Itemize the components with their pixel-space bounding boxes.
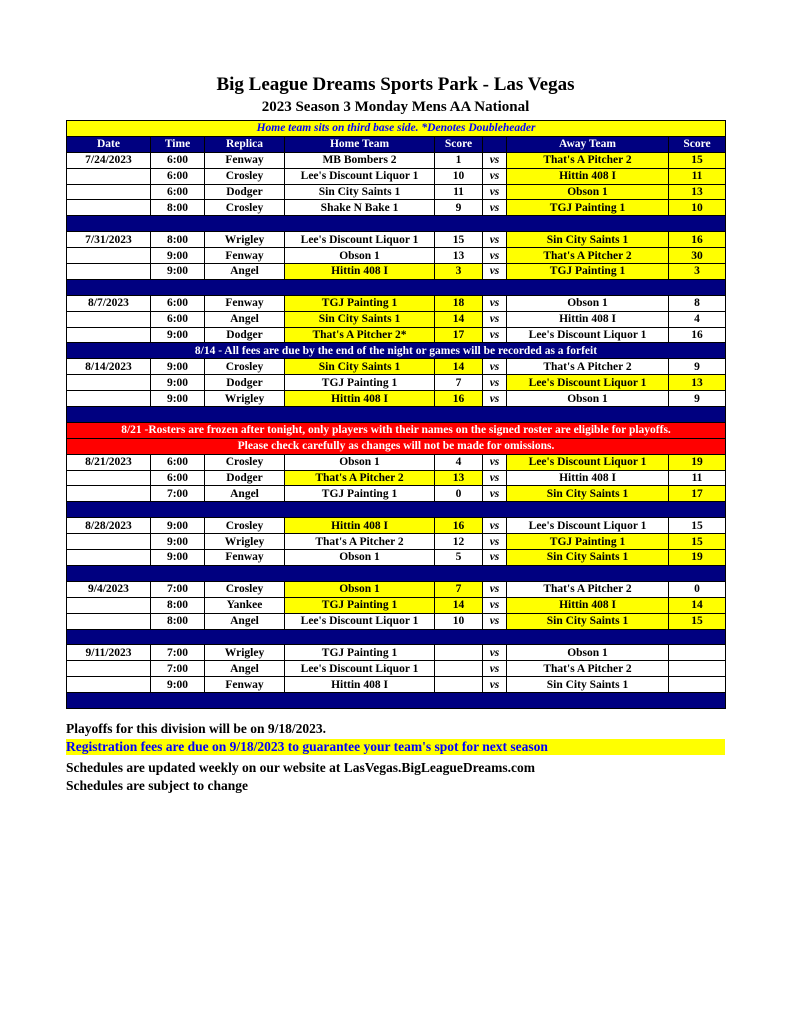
game-field: Angel — [205, 613, 285, 629]
vs-label: vs — [483, 264, 507, 280]
home-score: 4 — [435, 454, 483, 470]
away-score: 8 — [669, 295, 726, 311]
game-date — [67, 550, 151, 566]
game-field: Crosley — [205, 518, 285, 534]
page-subtitle: 2023 Season 3 Monday Mens AA National — [261, 99, 530, 115]
away-score: 3 — [669, 264, 726, 280]
game-time: 8:00 — [151, 200, 205, 216]
game-row — [67, 248, 726, 264]
away-score: 15 — [669, 613, 726, 629]
game-field: Wrigley — [205, 232, 285, 248]
game-row — [67, 391, 726, 407]
spacer-cell — [67, 565, 726, 581]
vs-label: vs — [483, 168, 507, 184]
game-field: Dodger — [205, 375, 285, 391]
col-home-score: Score — [435, 136, 483, 152]
away-score — [669, 677, 726, 693]
vs-label: vs — [483, 661, 507, 677]
home-score: 15 — [435, 232, 483, 248]
game-time: 9:00 — [151, 327, 205, 343]
game-row — [67, 184, 726, 200]
away-team: Obson 1 — [507, 645, 669, 661]
game-row — [67, 168, 726, 184]
game-time: 6:00 — [151, 152, 205, 168]
away-score: 15 — [669, 152, 726, 168]
game-row — [67, 311, 726, 327]
spacer-cell — [67, 216, 726, 232]
home-score: 0 — [435, 486, 483, 502]
home-team: Lee's Discount Liquor 1 — [285, 661, 435, 677]
vs-label: vs — [483, 311, 507, 327]
away-team: That's A Pitcher 2 — [507, 661, 669, 677]
away-score: 16 — [669, 327, 726, 343]
home-team: Lee's Discount Liquor 1 — [285, 232, 435, 248]
game-date — [67, 327, 151, 343]
home-score: 7 — [435, 375, 483, 391]
away-team: That's A Pitcher 2 — [507, 248, 669, 264]
home-team: Hittin 408 I — [285, 264, 435, 280]
game-date — [67, 200, 151, 216]
game-row — [67, 613, 726, 629]
game-field: Fenway — [205, 152, 285, 168]
game-row — [67, 232, 726, 248]
announcement-text: 8/21 -Rosters are frozen after tonight, only players with their names on the signed roster are eligible for playoffs. — [67, 422, 726, 438]
away-score: 10 — [669, 200, 726, 216]
away-score: 30 — [669, 248, 726, 264]
game-date — [67, 534, 151, 550]
home-score: 5 — [435, 550, 483, 566]
home-score: 3 — [435, 264, 483, 280]
vs-label: vs — [483, 152, 507, 168]
home-score: 17 — [435, 327, 483, 343]
away-score: 16 — [669, 232, 726, 248]
game-row — [67, 327, 726, 343]
game-row — [67, 661, 726, 677]
home-score: 1 — [435, 152, 483, 168]
game-time: 8:00 — [151, 232, 205, 248]
game-date — [67, 184, 151, 200]
home-team: Sin City Saints 1 — [285, 311, 435, 327]
away-team: Sin City Saints 1 — [507, 486, 669, 502]
game-time: 6:00 — [151, 184, 205, 200]
note-row — [67, 121, 726, 137]
home-team: TGJ Painting 1 — [285, 295, 435, 311]
home-score: 12 — [435, 534, 483, 550]
schedule-table — [66, 120, 726, 709]
announcement-row — [67, 438, 726, 454]
home-score: 14 — [435, 359, 483, 375]
announcement-text: 8/14 - All fees are due by the end of the night or games will be recorded as a forfeit — [67, 343, 726, 359]
home-score: 13 — [435, 248, 483, 264]
game-date: 8/28/2023 — [67, 518, 151, 534]
game-time: 9:00 — [151, 550, 205, 566]
registration-note: Registration fees are due on 9/18/2023 to guarantee your team's spot for next season — [66, 739, 725, 755]
away-score: 15 — [669, 534, 726, 550]
game-row — [67, 486, 726, 502]
home-team: Obson 1 — [285, 454, 435, 470]
vs-label: vs — [483, 597, 507, 613]
game-field: Wrigley — [205, 645, 285, 661]
game-field: Fenway — [205, 677, 285, 693]
home-score: 16 — [435, 518, 483, 534]
game-time: 9:00 — [151, 375, 205, 391]
note-text: Home team sits on third base side. *Denotes Doubleheader — [67, 121, 726, 137]
game-row — [67, 152, 726, 168]
away-score: 14 — [669, 597, 726, 613]
game-date: 7/31/2023 — [67, 232, 151, 248]
home-team: Lee's Discount Liquor 1 — [285, 168, 435, 184]
away-score — [669, 645, 726, 661]
game-date: 9/11/2023 — [67, 645, 151, 661]
game-field: Crosley — [205, 359, 285, 375]
game-field: Fenway — [205, 550, 285, 566]
home-team: Sin City Saints 1 — [285, 184, 435, 200]
away-team: Hittin 408 I — [507, 168, 669, 184]
game-field: Crosley — [205, 581, 285, 597]
game-date — [67, 677, 151, 693]
home-team: TGJ Painting 1 — [285, 375, 435, 391]
game-time: 9:00 — [151, 264, 205, 280]
home-team: Hittin 408 I — [285, 677, 435, 693]
spacer-cell — [67, 407, 726, 423]
change-note: Schedules are subject to change — [66, 778, 248, 793]
vs-label: vs — [483, 613, 507, 629]
vs-label: vs — [483, 581, 507, 597]
game-field: Dodger — [205, 327, 285, 343]
away-team: Sin City Saints 1 — [507, 677, 669, 693]
game-field: Dodger — [205, 470, 285, 486]
game-time: 8:00 — [151, 613, 205, 629]
game-time: 9:00 — [151, 518, 205, 534]
playoffs-note: Playoffs for this division will be on 9/18/2023. — [66, 721, 327, 736]
game-date — [67, 597, 151, 613]
home-team: Obson 1 — [285, 550, 435, 566]
game-row — [67, 550, 726, 566]
vs-label: vs — [483, 645, 507, 661]
away-team: Lee's Discount Liquor 1 — [507, 327, 669, 343]
home-team: TGJ Painting 1 — [285, 597, 435, 613]
spacer-row — [67, 279, 726, 295]
away-team: Obson 1 — [507, 295, 669, 311]
col-date: Date — [67, 136, 151, 152]
vs-label: vs — [483, 327, 507, 343]
game-row — [67, 295, 726, 311]
home-score: 9 — [435, 200, 483, 216]
away-score: 9 — [669, 391, 726, 407]
game-row — [67, 375, 726, 391]
vs-label: vs — [483, 295, 507, 311]
vs-label: vs — [483, 375, 507, 391]
home-team: That's A Pitcher 2 — [285, 534, 435, 550]
vs-label: vs — [483, 550, 507, 566]
game-row — [67, 677, 726, 693]
game-date — [67, 311, 151, 327]
away-team: Sin City Saints 1 — [507, 232, 669, 248]
away-score: 11 — [669, 168, 726, 184]
home-team: Lee's Discount Liquor 1 — [285, 613, 435, 629]
home-team: Hittin 408 I — [285, 391, 435, 407]
away-team: Lee's Discount Liquor 1 — [507, 375, 669, 391]
home-team: MB Bombers 2 — [285, 152, 435, 168]
away-score: 4 — [669, 311, 726, 327]
away-team: Sin City Saints 1 — [507, 613, 669, 629]
announcement-text: Please check carefully as changes will not be made for omissions. — [67, 438, 726, 454]
game-time: 6:00 — [151, 454, 205, 470]
announcement-row — [67, 343, 726, 359]
game-date — [67, 661, 151, 677]
game-date — [67, 264, 151, 280]
game-time: 9:00 — [151, 677, 205, 693]
home-team: Obson 1 — [285, 248, 435, 264]
game-time: 8:00 — [151, 597, 205, 613]
home-score — [435, 645, 483, 661]
game-field: Wrigley — [205, 534, 285, 550]
vs-label: vs — [483, 184, 507, 200]
spacer-cell — [67, 502, 726, 518]
game-row — [67, 264, 726, 280]
game-field: Angel — [205, 264, 285, 280]
home-score: 16 — [435, 391, 483, 407]
website-note: Schedules are updated weekly on our website at LasVegas.BigLeagueDreams.com — [66, 760, 536, 775]
home-team: Shake N Bake 1 — [285, 200, 435, 216]
vs-label: vs — [483, 470, 507, 486]
game-time: 9:00 — [151, 534, 205, 550]
home-score: 7 — [435, 581, 483, 597]
away-team: TGJ Painting 1 — [507, 264, 669, 280]
game-field: Angel — [205, 311, 285, 327]
away-score: 19 — [669, 550, 726, 566]
game-field: Wrigley — [205, 391, 285, 407]
game-row — [67, 534, 726, 550]
home-score: 10 — [435, 613, 483, 629]
game-date — [67, 391, 151, 407]
home-score: 11 — [435, 184, 483, 200]
vs-label: vs — [483, 677, 507, 693]
game-time: 7:00 — [151, 486, 205, 502]
game-date: 8/14/2023 — [67, 359, 151, 375]
col-away-team: Away Team — [507, 136, 669, 152]
game-field: Crosley — [205, 168, 285, 184]
away-score: 11 — [669, 470, 726, 486]
game-time: 6:00 — [151, 295, 205, 311]
vs-label: vs — [483, 232, 507, 248]
away-score: 19 — [669, 454, 726, 470]
spacer-row — [67, 502, 726, 518]
vs-label: vs — [483, 248, 507, 264]
game-date — [67, 486, 151, 502]
game-row — [67, 470, 726, 486]
home-score: 13 — [435, 470, 483, 486]
game-row — [67, 200, 726, 216]
spacer-row — [67, 407, 726, 423]
game-row — [67, 359, 726, 375]
col-vs — [483, 136, 507, 152]
home-score: 18 — [435, 295, 483, 311]
vs-label: vs — [483, 454, 507, 470]
page-title: Big League Dreams Sports Park - Las Vegas — [216, 74, 575, 95]
game-time: 7:00 — [151, 645, 205, 661]
away-team: Obson 1 — [507, 391, 669, 407]
away-score: 0 — [669, 581, 726, 597]
home-team: TGJ Painting 1 — [285, 645, 435, 661]
home-score — [435, 661, 483, 677]
game-row — [67, 454, 726, 470]
game-row — [67, 518, 726, 534]
game-field: Crosley — [205, 454, 285, 470]
vs-label: vs — [483, 534, 507, 550]
spacer-cell — [67, 629, 726, 645]
game-row — [67, 645, 726, 661]
game-row — [67, 597, 726, 613]
game-date — [67, 168, 151, 184]
game-field: Yankee — [205, 597, 285, 613]
vs-label: vs — [483, 486, 507, 502]
game-time: 9:00 — [151, 248, 205, 264]
game-date: 9/4/2023 — [67, 581, 151, 597]
away-team: Hittin 408 I — [507, 311, 669, 327]
game-field: Angel — [205, 661, 285, 677]
game-date — [67, 470, 151, 486]
away-score: 9 — [669, 359, 726, 375]
spacer-row — [67, 693, 726, 709]
away-score: 13 — [669, 375, 726, 391]
game-row — [67, 581, 726, 597]
home-score: 14 — [435, 597, 483, 613]
home-team: TGJ Painting 1 — [285, 486, 435, 502]
game-field: Dodger — [205, 184, 285, 200]
away-team: Lee's Discount Liquor 1 — [507, 518, 669, 534]
header-row — [67, 136, 726, 152]
away-team: TGJ Painting 1 — [507, 200, 669, 216]
away-score — [669, 661, 726, 677]
home-score: 14 — [435, 311, 483, 327]
col-home-team: Home Team — [285, 136, 435, 152]
game-time: 9:00 — [151, 359, 205, 375]
game-time: 7:00 — [151, 581, 205, 597]
home-team: Hittin 408 I — [285, 518, 435, 534]
away-score: 15 — [669, 518, 726, 534]
game-date: 8/21/2023 — [67, 454, 151, 470]
away-team: Hittin 408 I — [507, 470, 669, 486]
vs-label: vs — [483, 391, 507, 407]
away-score: 17 — [669, 486, 726, 502]
announcement-row — [67, 422, 726, 438]
game-time: 6:00 — [151, 168, 205, 184]
away-team: That's A Pitcher 2 — [507, 359, 669, 375]
game-time: 6:00 — [151, 470, 205, 486]
away-score: 13 — [669, 184, 726, 200]
game-date — [67, 375, 151, 391]
home-team: Obson 1 — [285, 581, 435, 597]
vs-label: vs — [483, 200, 507, 216]
spacer-cell — [67, 693, 726, 709]
spacer-row — [67, 629, 726, 645]
game-date — [67, 248, 151, 264]
vs-label: vs — [483, 359, 507, 375]
game-field: Fenway — [205, 248, 285, 264]
away-team: TGJ Painting 1 — [507, 534, 669, 550]
col-away-score: Score — [669, 136, 726, 152]
spacer-row — [67, 216, 726, 232]
home-score — [435, 677, 483, 693]
game-date — [67, 613, 151, 629]
away-team: That's A Pitcher 2 — [507, 581, 669, 597]
col-replica: Replica — [205, 136, 285, 152]
home-score: 10 — [435, 168, 483, 184]
away-team: Hittin 408 I — [507, 597, 669, 613]
vs-label: vs — [483, 518, 507, 534]
home-team: That's A Pitcher 2 — [285, 470, 435, 486]
spacer-cell — [67, 279, 726, 295]
game-field: Angel — [205, 486, 285, 502]
game-time: 6:00 — [151, 311, 205, 327]
away-team: Obson 1 — [507, 184, 669, 200]
game-time: 9:00 — [151, 391, 205, 407]
home-team: That's A Pitcher 2* — [285, 327, 435, 343]
away-team: Lee's Discount Liquor 1 — [507, 454, 669, 470]
col-time: Time — [151, 136, 205, 152]
game-field: Crosley — [205, 200, 285, 216]
spacer-row — [67, 565, 726, 581]
game-time: 7:00 — [151, 661, 205, 677]
game-date: 7/24/2023 — [67, 152, 151, 168]
game-date: 8/7/2023 — [67, 295, 151, 311]
home-team: Sin City Saints 1 — [285, 359, 435, 375]
game-field: Fenway — [205, 295, 285, 311]
away-team: That's A Pitcher 2 — [507, 152, 669, 168]
away-team: Sin City Saints 1 — [507, 550, 669, 566]
